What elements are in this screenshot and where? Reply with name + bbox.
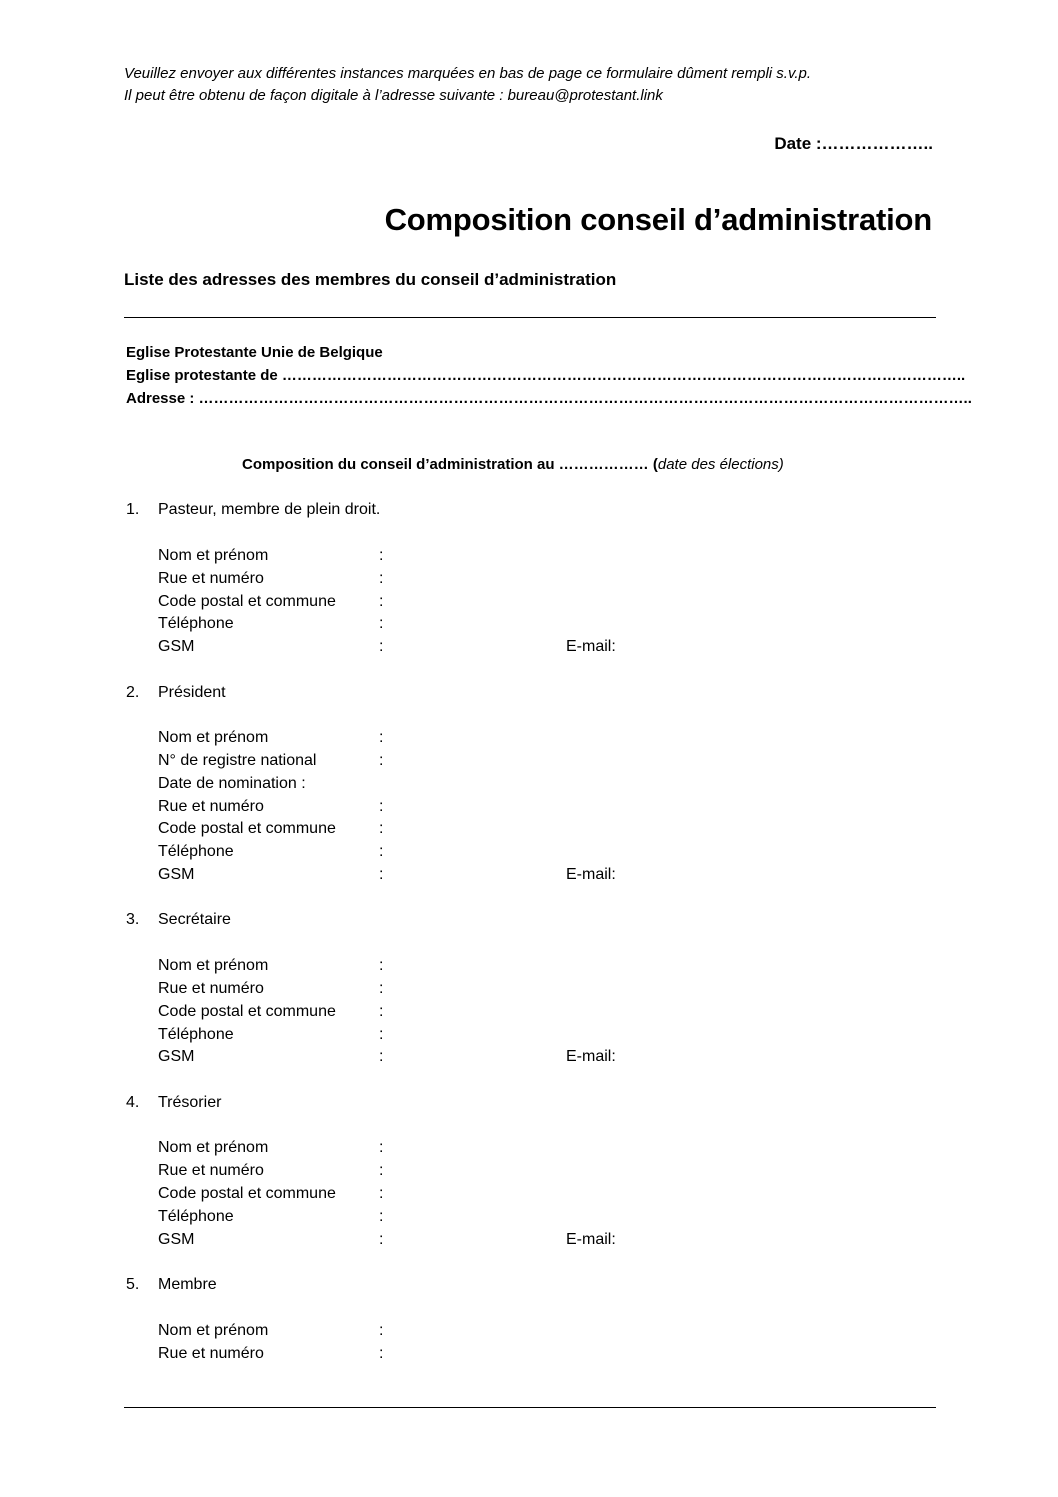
section-title-member: Membre xyxy=(158,1276,217,1293)
composition-heading xyxy=(242,456,784,473)
field-colon: : xyxy=(379,798,384,815)
field-colon: : xyxy=(379,547,384,564)
field-colon: : xyxy=(379,1231,384,1248)
field-label-postal: Code postal et commune xyxy=(158,820,336,837)
field-colon: : xyxy=(379,843,384,860)
section-number: 4. xyxy=(126,1094,140,1111)
field-label-email: E-mail: xyxy=(566,638,616,655)
section-title-secretary: Secrétaire xyxy=(158,911,231,928)
field-label-email: E-mail: xyxy=(566,1048,616,1065)
field-label-email: E-mail: xyxy=(566,1231,616,1248)
field-label-street: Rue et numéro xyxy=(158,798,264,815)
composition-heading-bold: Composition du conseil d’administration au ……………… ( xyxy=(242,456,658,473)
field-label-gsm: GSM xyxy=(158,638,195,655)
date-field: Date :……………….. xyxy=(774,134,933,153)
field-label-name: Nom et prénom xyxy=(158,957,269,974)
section-number: 3. xyxy=(126,911,140,928)
field-label-name: Nom et prénom xyxy=(158,1322,269,1339)
field-colon: : xyxy=(379,1322,384,1339)
field-label-email: E-mail: xyxy=(566,866,616,883)
field-colon: : xyxy=(379,593,384,610)
field-colon: : xyxy=(379,820,384,837)
section-number: 5. xyxy=(126,1276,140,1293)
church-name-field: Eglise protestante de ……………………………………………………………………………………………………………………….. xyxy=(126,367,966,384)
field-colon: : xyxy=(379,729,384,746)
field-colon: : xyxy=(379,1026,384,1043)
field-label-nomination-date: Date de nomination : xyxy=(158,775,306,792)
field-colon: : xyxy=(379,1345,384,1362)
field-label-gsm: GSM xyxy=(158,1231,195,1248)
field-colon: : xyxy=(379,1162,384,1179)
field-label-gsm: GSM xyxy=(158,1048,195,1065)
field-colon: : xyxy=(379,570,384,587)
field-label-street: Rue et numéro xyxy=(158,1345,264,1362)
field-label-postal: Code postal et commune xyxy=(158,1003,336,1020)
field-label-postal: Code postal et commune xyxy=(158,1185,336,1202)
church-address-field: Adresse : ……………………………………………………………………………………………………………………………………….. xyxy=(126,390,972,407)
field-label-phone: Téléphone xyxy=(158,615,234,632)
field-label-name: Nom et prénom xyxy=(158,547,269,564)
field-colon: : xyxy=(379,1003,384,1020)
field-label-national-register: N° de registre national xyxy=(158,752,317,769)
field-label-phone: Téléphone xyxy=(158,1208,234,1225)
top-divider xyxy=(124,317,936,318)
field-label-name: Nom et prénom xyxy=(158,1139,269,1156)
field-label-street: Rue et numéro xyxy=(158,980,264,997)
instruction-line-1: Veuillez envoyer aux différentes instances marquées en bas de page ce formulaire dûment rempli s.v.p. xyxy=(124,65,812,82)
section-title-president: Président xyxy=(158,684,226,701)
field-label-phone: Téléphone xyxy=(158,843,234,860)
composition-heading-italic: date des élections) xyxy=(657,456,784,473)
page-title: Composition conseil d’administration xyxy=(384,202,932,237)
field-label-street: Rue et numéro xyxy=(158,1162,264,1179)
field-label-street: Rue et numéro xyxy=(158,570,264,587)
field-colon: : xyxy=(379,1048,384,1065)
field-colon: : xyxy=(379,866,384,883)
field-colon: : xyxy=(379,638,384,655)
field-colon: : xyxy=(379,1208,384,1225)
field-colon: : xyxy=(379,615,384,632)
section-number: 2. xyxy=(126,684,140,701)
field-label-postal: Code postal et commune xyxy=(158,593,336,610)
section-number: 1. xyxy=(126,501,140,518)
page-subtitle: Liste des adresses des membres du conseil d’administration xyxy=(124,270,617,289)
field-label-name: Nom et prénom xyxy=(158,729,269,746)
bottom-divider xyxy=(124,1407,936,1408)
field-colon: : xyxy=(379,980,384,997)
field-colon: : xyxy=(379,1185,384,1202)
section-title-pastor: Pasteur, membre de plein droit. xyxy=(158,501,381,518)
field-colon: : xyxy=(379,1139,384,1156)
instruction-line-2: Il peut être obtenu de façon digitale à l’adresse suivante : bureau@protestant.link xyxy=(124,87,663,104)
field-colon: : xyxy=(379,752,384,769)
church-union-name: Eglise Protestante Unie de Belgique xyxy=(126,344,383,361)
field-colon: : xyxy=(379,957,384,974)
field-label-phone: Téléphone xyxy=(158,1026,234,1043)
section-title-treasurer: Trésorier xyxy=(158,1094,222,1111)
field-label-gsm: GSM xyxy=(158,866,195,883)
